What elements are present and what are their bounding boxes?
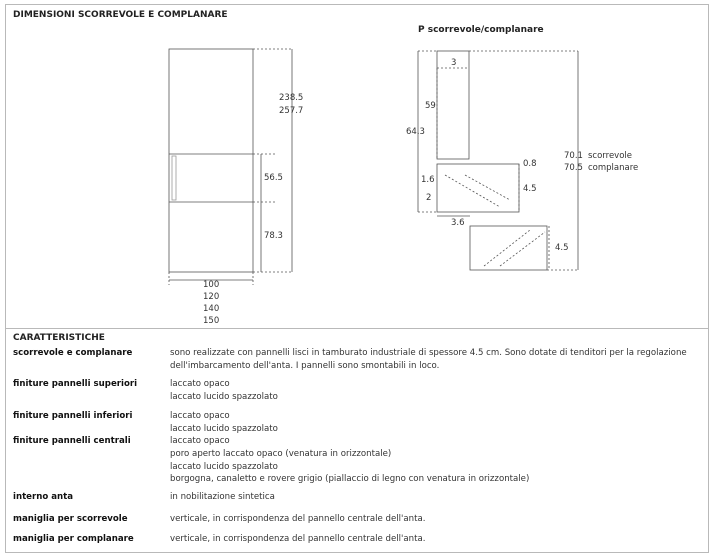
front-view-drawing [169,49,292,285]
characteristic-label: maniglia per scorrevole [13,514,128,524]
hatch-line [500,232,545,266]
projection-label: 3.6 [451,218,465,228]
hatch-line [465,175,510,200]
characteristic-line: sono realizzate con pannelli lisci in tamburato industriale di spessore 4.5 cm. Sono dotate di tenditori per la regolazione dell'imbarcamento dell'anta. I pannelli sono smontabili in loco. [170,348,687,371]
characteristic-label: finiture pannelli inferiori [13,411,133,421]
characteristic-line: laccato lucido spazzolato [170,391,278,402]
characteristic-line: laccato lucido spazzolato [170,423,278,434]
upper-total-label: 64.3 [406,127,425,137]
characteristic-value [170,513,702,526]
section-divider [5,328,709,329]
characteristic-line: verticale, in corrispondenza del pannello centrale dell'anta. [170,534,426,544]
mid-depth-label: 4.5 [523,184,537,194]
lower-panel-height-label: 78.3 [264,231,283,241]
total-label: 70.5 [564,163,583,173]
characteristic-line: laccato opaco [170,411,230,421]
characteristic-line: verticale, in corrispondenza del pannello centrale dell'anta. [170,514,426,524]
width-label: 120 [203,292,220,302]
characteristic-value [170,347,702,373]
handle-shape [172,156,176,200]
characteristic-line: laccato opaco [170,436,230,446]
characteristic-line: poro aperto laccato opaco (venatura in orizzontale) [170,448,392,459]
characteristic-line: in nobilitazione sintetica [170,492,275,502]
characteristic-label: maniglia per complanare [13,534,134,544]
height-label: 238.5 [279,93,304,103]
width-label: 140 [203,304,220,314]
characteristic-value [170,435,702,486]
total-name: scorrevole [588,151,633,161]
width-label: 100 [203,280,220,290]
small-dim-label: 1.6 [421,175,435,185]
characteristic-line: laccato opaco [170,379,230,389]
central-panel-height-label: 56.5 [264,173,283,183]
total-name: complanare [588,163,639,173]
height-label: 257.7 [279,106,304,116]
lower-depth-label: 4.5 [555,243,569,253]
lower-panel-section [470,226,547,270]
door-outline [169,49,253,272]
central-panel-section [437,164,519,212]
total-label: 70.1 [564,151,583,161]
characteristic-label: scorrevole e complanare [13,348,133,358]
offset-label: 0.8 [523,159,537,169]
page-title: DIMENSIONI SCORREVOLE E COMPLANARE [13,10,228,20]
section-heading: P scorrevole/complanare [418,25,544,35]
upper-dim-label: 59 [425,101,436,111]
width-label: 150 [203,316,220,326]
characteristic-label: finiture pannelli centrali [13,436,131,446]
characteristics-heading: CARATTERISTICHE [13,333,105,343]
characteristic-value [170,410,702,436]
characteristic-line: borgogna, canaletto e rovere grigio (piallaccio di legno con venatura in orizzontale) [170,474,530,485]
characteristic-value [170,491,702,504]
hatch-line [445,175,500,207]
characteristic-label: finiture pannelli superiori [13,379,138,389]
characteristic-line: laccato lucido spazzolato [170,461,278,472]
side-view-drawing [418,51,578,270]
characteristic-value [170,378,702,404]
small-dim-label: 2 [426,193,432,203]
characteristic-label: interno anta [13,492,74,502]
top-gap-label: 3 [451,58,457,68]
characteristic-value [170,533,702,546]
